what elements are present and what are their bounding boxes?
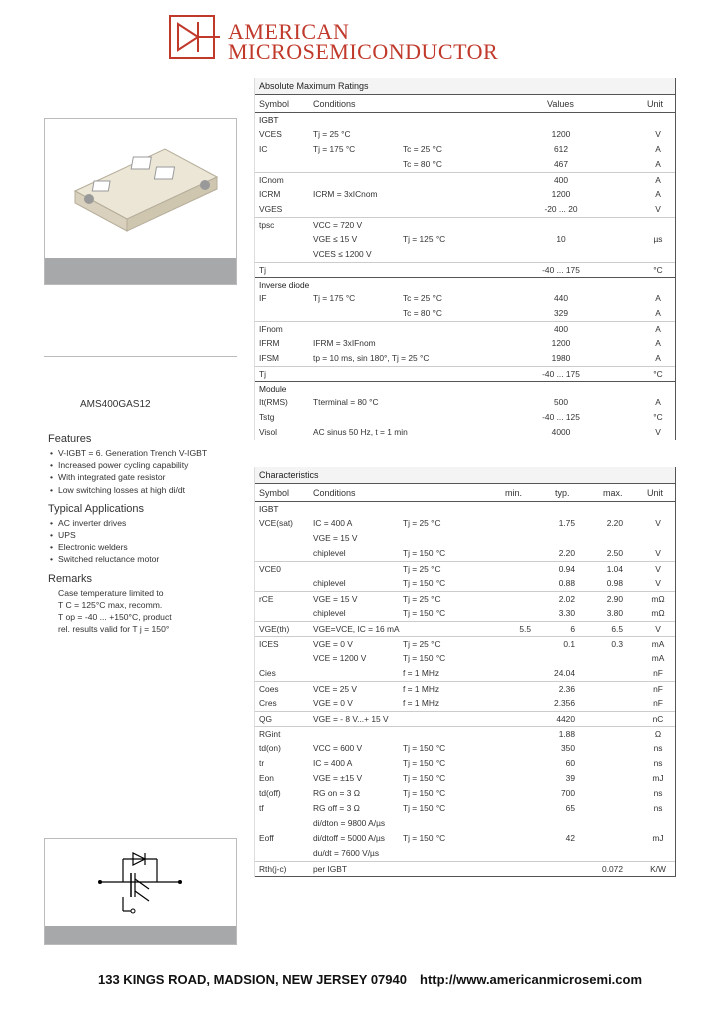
table-row: [255, 247, 675, 262]
amr-condition: AC sinus 50 Hz, t = 1 min: [313, 427, 408, 437]
char-section-igbt: IGBT: [259, 504, 279, 514]
table-row: [255, 591, 675, 606]
remarks-item: rel. results valid for T j = 150°: [58, 624, 170, 635]
char-typ: 65: [565, 803, 575, 813]
char-header: [255, 484, 675, 502]
amr-unit: A: [655, 353, 661, 363]
part-number: AMS400GAS12: [80, 399, 151, 410]
char-unit: nF: [653, 684, 663, 694]
char-condition: VCE = 25 V: [313, 684, 357, 694]
amr-value: -40 ... 175: [542, 369, 580, 379]
amr-value: 500: [554, 397, 568, 407]
features-title: Features: [48, 433, 92, 445]
char-typ: 3.30: [558, 608, 575, 618]
char-unit: ns: [653, 788, 663, 798]
amr-unit: A: [655, 324, 661, 334]
amr-unit: V: [655, 129, 661, 139]
char-condition: VGE=VCE, IC = 16 mA: [313, 624, 400, 634]
char-header-conditions: Conditions: [313, 488, 356, 498]
table-row: [255, 801, 675, 816]
char-symbol: QG: [259, 714, 273, 724]
remarks-item: T C = 125°C max, recomm.: [58, 599, 163, 610]
table-row: [255, 741, 675, 756]
amr-value: 467: [554, 159, 568, 169]
table-row: [255, 681, 675, 696]
char-condition: chiplevel: [313, 608, 346, 618]
char-typ: 6: [570, 624, 575, 634]
char-symbol: rCE: [259, 594, 274, 604]
table-row: [255, 306, 675, 321]
table-row: [255, 606, 675, 621]
char-header-min: min.: [505, 488, 523, 498]
amr-unit: A: [655, 308, 661, 318]
amr-symbol: tpsc: [259, 220, 275, 230]
amr-unit: A: [655, 338, 661, 348]
char-unit: ns: [653, 803, 663, 813]
char-typ: 4420: [556, 714, 575, 724]
amr-symbol: Tj: [259, 265, 266, 275]
table-row: [255, 127, 675, 142]
amr-condition: IFRM = 3xIFnom: [313, 338, 376, 348]
amr-header-unit: Unit: [647, 99, 664, 109]
char-header-symbol: Symbol: [259, 488, 290, 498]
table-row: [255, 187, 675, 202]
table-row: [255, 291, 675, 306]
amr-condition: VCC = 720 V: [313, 220, 363, 230]
char-max: 2.20: [606, 518, 623, 528]
table-row: [255, 726, 675, 741]
char-header-unit: Unit: [647, 488, 664, 498]
char-condition: chiplevel: [313, 578, 346, 588]
amr-section-title: Inverse diode: [255, 277, 675, 291]
table-row: [255, 232, 675, 247]
features-item: • With integrated gate resistor: [48, 471, 240, 483]
table-row: [255, 546, 675, 561]
amr-unit: °C: [653, 265, 663, 275]
table-row: [255, 410, 675, 425]
char-symbol: Eon: [259, 773, 274, 783]
char-header-typ: typ.: [555, 488, 570, 498]
brand-line2: MICROSEMICONDUCTOR: [228, 39, 499, 64]
char-unit: K/W: [650, 864, 666, 874]
amr-condition: Tj = 175 °C: [313, 144, 356, 154]
char-typ: 2.02: [558, 594, 575, 604]
char-symbol: tr: [259, 758, 265, 768]
amr-unit: A: [655, 159, 661, 169]
applications-item: • Switched reluctance motor: [48, 553, 240, 565]
char-max: 3.80: [606, 608, 623, 618]
char-condition: du/dt = 7600 V/µs: [313, 848, 380, 858]
amr-symbol: IC: [259, 144, 268, 154]
amr-condition: VGE ≤ 15 V: [313, 234, 358, 244]
amr-header-conditions: Conditions: [313, 99, 356, 109]
left-column-text: [48, 426, 240, 635]
amr-condition-2: Tc = 80 °C: [403, 308, 442, 318]
char-symbol: Cres: [259, 698, 277, 708]
char-unit: V: [655, 578, 661, 588]
amr-symbol: VCES: [259, 129, 282, 139]
char-unit: mA: [651, 639, 665, 649]
applications-title: Typical Applications: [48, 502, 144, 515]
amr-symbol: It(RMS): [259, 397, 288, 407]
amr-symbol: IFSM: [259, 353, 280, 363]
char-condition: VCE = 1200 V: [313, 653, 367, 663]
applications-item: • UPS: [48, 529, 240, 541]
amr-condition: Tj = 25 °C: [313, 129, 351, 139]
amr-value: -40 ... 125: [542, 412, 580, 422]
amr-unit: A: [655, 397, 661, 407]
table-row: [255, 831, 675, 846]
char-condition: VCC = 600 V: [313, 743, 363, 753]
char-unit: mΩ: [651, 594, 665, 604]
char-condition-2: Tj = 150 °C: [403, 758, 446, 768]
table-row: [255, 351, 675, 366]
footer-url[interactable]: http://www.americanmicrosemi.com: [420, 972, 643, 987]
amr-unit: A: [655, 293, 661, 303]
char-unit: nC: [652, 714, 664, 724]
char-max: 0.98: [606, 578, 623, 588]
char-condition: per IGBT: [313, 864, 347, 874]
amr-condition: VCES ≤ 1200 V: [313, 249, 372, 259]
amr-condition-2: Tj = 125 °C: [403, 234, 446, 244]
table-row: [255, 321, 675, 336]
amr-condition-2: Tc = 80 °C: [403, 159, 442, 169]
char-symbol: Rth(j-c): [259, 864, 287, 874]
char-typ: 2.36: [558, 684, 575, 694]
table-row: [255, 142, 675, 157]
table-row: [255, 516, 675, 531]
amr-unit: µs: [653, 234, 663, 244]
char-unit: V: [655, 548, 661, 558]
footer-address: 133 KINGS ROAD, MADSION, NEW JERSEY 07940: [98, 972, 407, 987]
char-unit: mJ: [652, 833, 664, 843]
table-row: [255, 576, 675, 591]
char-typ: 1.75: [558, 518, 575, 528]
table-row: [255, 711, 675, 726]
amr-unit: °C: [653, 369, 663, 379]
amr-symbol: Tstg: [259, 412, 275, 422]
remarks-item: Case temperature limited to: [58, 587, 164, 598]
table-row: [255, 636, 675, 651]
char-condition: IC = 400 A: [313, 518, 353, 528]
char-condition-2: f = 1 MHz: [403, 698, 440, 708]
char-max: 0.072: [602, 864, 623, 874]
amr-unit: A: [655, 144, 661, 154]
char-condition: VGE = 0 V: [313, 698, 353, 708]
char-condition: di/dton = 9800 A/µs: [313, 818, 386, 828]
table-row: [255, 366, 675, 381]
char-condition-2: f = 1 MHz: [403, 684, 440, 694]
amr-condition: ICRM = 3xICnom: [313, 189, 378, 199]
char-symbol: Eoff: [259, 833, 274, 843]
table-row: [255, 425, 675, 440]
char-typ: 700: [561, 788, 575, 798]
table-row: [255, 262, 675, 277]
char-header-max: max.: [603, 488, 623, 498]
char-unit: Ω: [654, 729, 662, 739]
amr-symbol: ICRM: [259, 189, 281, 199]
amr-value: 1200: [551, 129, 571, 139]
table-row: [255, 846, 675, 861]
char-condition-2: Tj = 150 °C: [403, 578, 446, 588]
char-condition-2: Tj = 150 °C: [403, 833, 446, 843]
table-row: [255, 816, 675, 831]
char-condition: IC = 400 A: [313, 758, 353, 768]
char-condition: VGE = ±15 V: [313, 773, 363, 783]
amr-symbol: IFnom: [259, 324, 283, 334]
char-unit: V: [655, 564, 661, 574]
char-typ: 0.1: [563, 639, 575, 649]
char-typ: 350: [561, 743, 575, 753]
product-photo: [44, 118, 237, 285]
char-symbol: VCE0: [259, 564, 281, 574]
char-typ: 2.356: [554, 698, 575, 708]
char-min: 5.5: [519, 624, 531, 634]
amr-symbol: ICnom: [259, 175, 284, 185]
char-max: 2.50: [606, 548, 623, 558]
char-symbol: VGE(th): [259, 624, 290, 634]
table-row: [255, 651, 675, 666]
table-row: [255, 621, 675, 636]
char-max: 2.90: [606, 594, 623, 604]
amr-condition-2: Tc = 25 °C: [403, 293, 442, 303]
table-row: [255, 202, 675, 217]
features-item: • Low switching losses at high di/dt: [48, 484, 240, 496]
table-row: [255, 531, 675, 546]
amr-unit: V: [655, 427, 661, 437]
absolute-max-ratings-table: [254, 78, 676, 440]
char-condition-2: Tj = 150 °C: [403, 548, 446, 558]
amr-value: 1980: [551, 353, 571, 363]
char-typ: 39: [565, 773, 575, 783]
char-condition-2: Tj = 150 °C: [403, 608, 446, 618]
table-row: [255, 157, 675, 172]
amr-value: 10: [556, 234, 566, 244]
table-row: [255, 666, 675, 681]
char-typ: 1.88: [558, 729, 575, 739]
table-row: [255, 172, 675, 187]
table-row: [255, 771, 675, 786]
amr-symbol: VGES: [259, 204, 283, 214]
char-condition-2: Tj = 150 °C: [403, 788, 446, 798]
table-row: [255, 217, 675, 232]
amr-symbol: IFRM: [259, 338, 280, 348]
amr-value: -40 ... 175: [542, 265, 580, 275]
char-condition: VGE = 0 V: [313, 639, 353, 649]
char-condition: RG on = 3 Ω: [313, 788, 360, 798]
amr-value: 612: [554, 144, 568, 154]
amr-title: Absolute Maximum Ratings: [255, 78, 675, 95]
table-row: [255, 696, 675, 711]
char-symbol: td(off): [259, 788, 281, 798]
amr-value: -20 ... 20: [544, 204, 578, 214]
char-unit: mJ: [652, 773, 664, 783]
char-typ: 60: [565, 758, 575, 768]
char-unit: mΩ: [651, 608, 665, 618]
char-condition-2: Tj = 25 °C: [403, 564, 441, 574]
amr-value: 1200: [551, 189, 571, 199]
characteristics-table: [254, 467, 676, 877]
char-symbol: RGint: [259, 729, 281, 739]
char-title: Characteristics: [255, 467, 675, 484]
amr-symbol: IF: [259, 293, 267, 303]
amr-value: 400: [554, 175, 568, 185]
table-row: [255, 861, 675, 876]
amr-symbol: Tj: [259, 369, 266, 379]
char-symbol: Cies: [259, 668, 276, 678]
amr-value: 400: [554, 324, 568, 334]
amr-unit: °C: [653, 412, 663, 422]
table-row: [255, 786, 675, 801]
char-max: 6.5: [611, 624, 623, 634]
brand-logo: [168, 12, 528, 68]
amr-header: [255, 95, 675, 113]
amr-condition: Tterminal = 80 °C: [313, 397, 379, 407]
table-row: [255, 756, 675, 771]
char-symbol: VCE(sat): [259, 518, 293, 528]
char-symbol: Coes: [259, 684, 279, 694]
char-unit: ns: [653, 743, 663, 753]
amr-header-values: Values: [547, 99, 574, 109]
char-max: 1.04: [606, 564, 623, 574]
char-condition: RG off = 3 Ω: [313, 803, 360, 813]
char-unit: mA: [651, 653, 665, 663]
amr-condition-2: Tc = 25 °C: [403, 144, 442, 154]
char-typ: 42: [565, 833, 575, 843]
char-condition-2: Tj = 150 °C: [403, 653, 446, 663]
table-row: [255, 561, 675, 576]
amr-unit: V: [655, 204, 661, 214]
char-typ: 0.94: [558, 564, 575, 574]
char-typ: 24.04: [554, 668, 575, 678]
remarks-title: Remarks: [48, 572, 93, 585]
char-unit: ns: [653, 758, 663, 768]
char-unit: V: [655, 624, 661, 634]
char-condition: VGE = - 8 V...+ 15 V: [313, 714, 389, 724]
features-item: • Increased power cycling capability: [48, 459, 240, 471]
char-symbol: ICES: [259, 639, 279, 649]
char-symbol: td(on): [259, 743, 281, 753]
char-condition: VGE = 15 V: [313, 533, 358, 543]
char-unit: nF: [653, 698, 663, 708]
amr-symbol: Visol: [259, 427, 278, 437]
char-condition-2: Tj = 150 °C: [403, 743, 446, 753]
char-typ: 0.88: [558, 578, 575, 588]
char-condition-2: Tj = 150 °C: [403, 803, 446, 813]
char-condition: chiplevel: [313, 548, 346, 558]
table-row: [255, 336, 675, 351]
brand-line1: AMERICAN: [228, 19, 350, 44]
amr-value: 4000: [551, 427, 571, 437]
amr-unit: A: [655, 175, 661, 185]
amr-header-symbol: Symbol: [259, 99, 290, 109]
char-condition-2: f = 1 MHz: [403, 668, 440, 678]
char-typ: 2.20: [558, 548, 575, 558]
char-condition-2: Tj = 25 °C: [403, 639, 441, 649]
amr-section-title: Module: [255, 381, 675, 395]
features-item: • V-IGBT = 6. Generation Trench V-IGBT: [48, 447, 240, 459]
amr-unit: A: [655, 189, 661, 199]
char-unit: nF: [653, 668, 663, 678]
char-max: 0.3: [611, 639, 623, 649]
applications-item: • Electronic welders: [48, 541, 240, 553]
amr-condition: Tj = 175 °C: [313, 293, 356, 303]
char-condition-2: Tj = 150 °C: [403, 773, 446, 783]
char-condition-2: Tj = 25 °C: [403, 518, 441, 528]
char-symbol: tf: [259, 803, 264, 813]
char-condition: VGE = 15 V: [313, 594, 358, 604]
amr-value: 440: [554, 293, 568, 303]
circuit-diagram: [44, 838, 237, 945]
table-row: [255, 395, 675, 410]
igbt-symbol-icon: [45, 839, 236, 928]
remarks-item: T op = -40 ... +150°C, product: [58, 612, 172, 623]
char-unit: V: [655, 518, 661, 528]
logo-diode-icon: [168, 12, 224, 62]
char-condition-2: Tj = 25 °C: [403, 594, 441, 604]
char-condition: di/dtoff = 5000 A/µs: [313, 833, 385, 843]
amr-value: 329: [554, 308, 568, 318]
amr-value: 1200: [551, 338, 571, 348]
amr-section-title: IGBT: [259, 115, 279, 125]
applications-item: • AC inverter drives: [48, 517, 240, 529]
amr-condition: tp = 10 ms, sin 180°, Tj = 25 °C: [313, 353, 430, 363]
